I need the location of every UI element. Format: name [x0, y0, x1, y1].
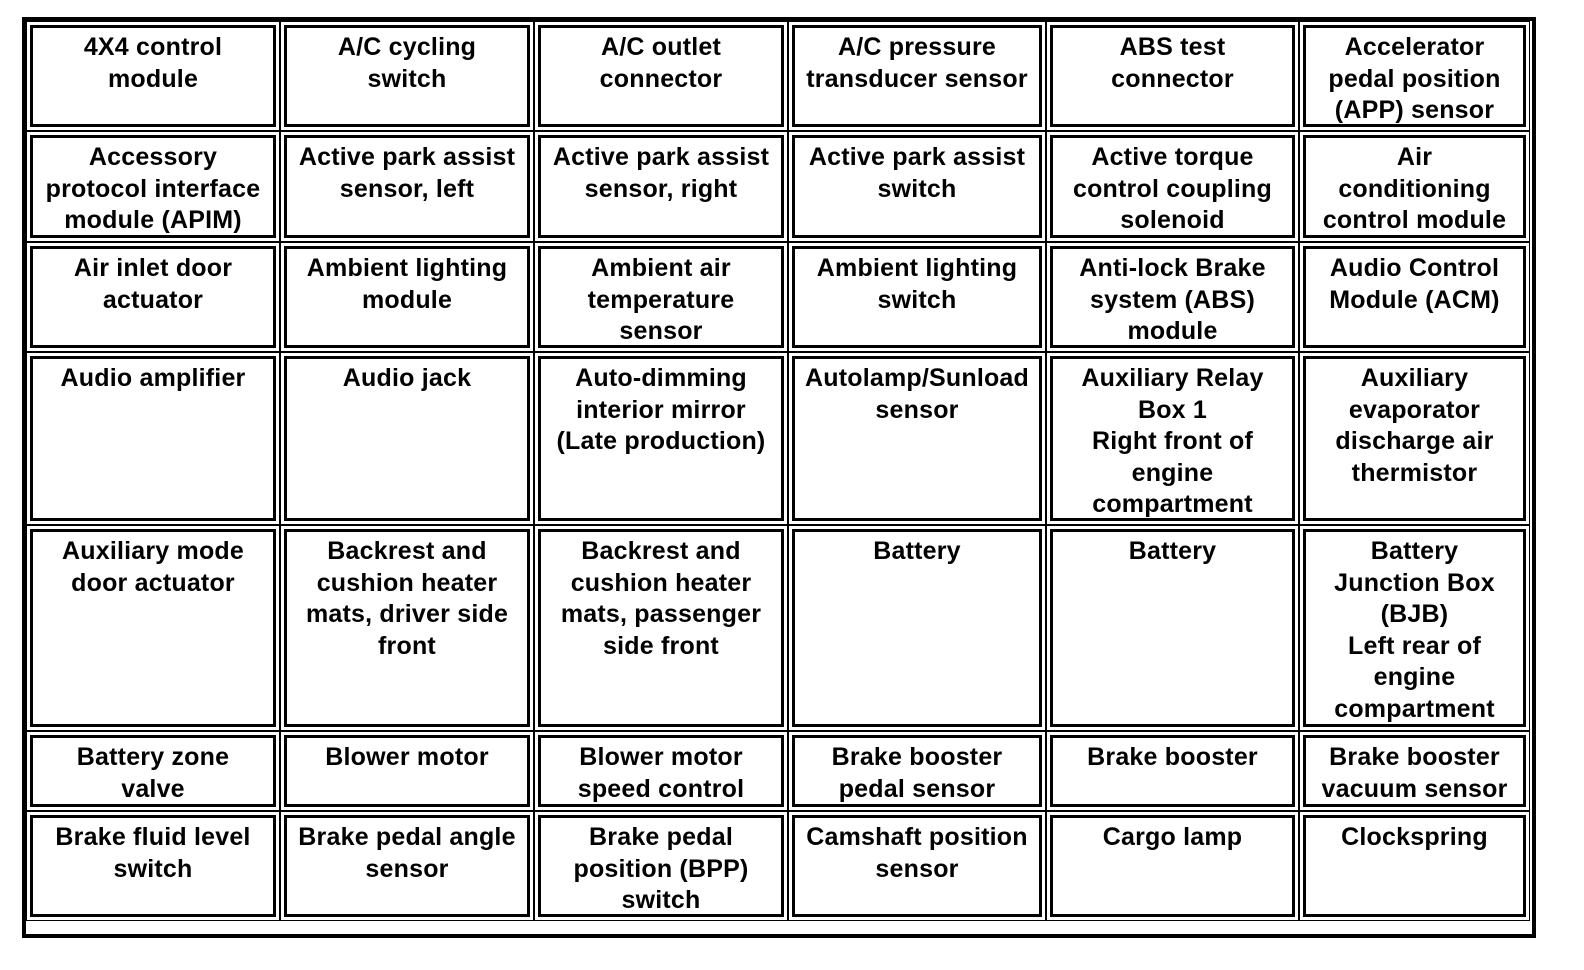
cell-label: Ambient lighting switch — [792, 246, 1042, 348]
table-cell — [280, 242, 534, 352]
table-cell — [1299, 352, 1530, 525]
cell-label: Battery — [792, 529, 1042, 727]
cell-label: Brake booster vacuum sensor — [1303, 735, 1526, 807]
cell-label: Battery Junction Box (BJB) Left rear of engine compartment — [1303, 529, 1526, 727]
table-cell — [1046, 352, 1299, 525]
cell-label: Blower motor speed control — [538, 735, 784, 807]
table-cell — [26, 525, 280, 731]
table-cell — [1046, 731, 1299, 811]
cell-label: A/C pressure transducer sensor — [792, 25, 1042, 127]
cell-label: Battery zone valve — [30, 735, 276, 807]
cell-label: Accessory protocol interface module (APIM) — [30, 135, 276, 238]
cell-label: A/C outlet connector — [538, 25, 784, 127]
cell-label: Autolamp/Sunload sensor — [792, 356, 1042, 521]
table-cell — [280, 352, 534, 525]
cell-label: Battery — [1050, 529, 1295, 727]
table-cell — [26, 242, 280, 352]
cell-label: Auxiliary mode door actuator — [30, 529, 276, 727]
table-cell — [26, 811, 280, 921]
table-cell — [534, 131, 788, 242]
table-cell — [788, 21, 1046, 131]
table-cell — [1299, 21, 1530, 131]
cell-label: ABS test connector — [1050, 25, 1295, 127]
table-cell — [788, 811, 1046, 921]
cell-label: Air conditioning control module — [1303, 135, 1526, 238]
cell-label: Active park assist sensor, right — [538, 135, 784, 238]
table-cell — [534, 811, 788, 921]
table-cell — [280, 21, 534, 131]
table-cell — [1046, 811, 1299, 921]
cell-label: Camshaft position sensor — [792, 815, 1042, 917]
table-cell — [1299, 811, 1530, 921]
cell-label: Clockspring — [1303, 815, 1526, 917]
table-cell — [1046, 131, 1299, 242]
table-cell — [788, 731, 1046, 811]
table-cell — [280, 131, 534, 242]
table-cell — [534, 21, 788, 131]
cell-label: Blower motor — [284, 735, 530, 807]
cell-label: Accelerator pedal position (APP) sensor — [1303, 25, 1526, 127]
table-cell — [788, 525, 1046, 731]
table-cell — [26, 131, 280, 242]
table-cell — [534, 242, 788, 352]
cell-label: Auxiliary Relay Box 1 Right front of engine compartment — [1050, 356, 1295, 521]
cell-label: Backrest and cushion heater mats, passenger side front — [538, 529, 784, 727]
cell-label: Anti-lock Brake system (ABS) module — [1050, 246, 1295, 348]
cell-label: 4X4 control module — [30, 25, 276, 127]
table-cell — [26, 731, 280, 811]
table-cell — [534, 525, 788, 731]
table-cell — [280, 731, 534, 811]
cell-label: Auto-dimming interior mirror (Late production) — [538, 356, 784, 521]
table-cell — [788, 352, 1046, 525]
table-cell — [280, 525, 534, 731]
cell-label: Brake pedal angle sensor — [284, 815, 530, 917]
cell-label: Ambient air temperature sensor — [538, 246, 784, 348]
cell-label: Active torque control coupling solenoid — [1050, 135, 1295, 238]
cell-label: Backrest and cushion heater mats, driver side front — [284, 529, 530, 727]
cell-label: Air inlet door actuator — [30, 246, 276, 348]
table-cell — [788, 242, 1046, 352]
table-cell — [1046, 525, 1299, 731]
cell-label: Active park assist sensor, left — [284, 135, 530, 238]
cell-label: Brake booster — [1050, 735, 1295, 807]
table-cell — [1299, 131, 1530, 242]
cell-label: A/C cycling switch — [284, 25, 530, 127]
table-cell — [1299, 242, 1530, 352]
cell-label: Cargo lamp — [1050, 815, 1295, 917]
table-cell — [26, 352, 280, 525]
cell-label: Audio amplifier — [30, 356, 276, 521]
cell-label: Ambient lighting module — [284, 246, 530, 348]
table-cell — [1046, 242, 1299, 352]
table-cell — [26, 21, 280, 131]
table-cell — [1046, 21, 1299, 131]
table-cell — [280, 811, 534, 921]
table-cell — [788, 131, 1046, 242]
table-cell — [1299, 731, 1530, 811]
table-cell — [1299, 525, 1530, 731]
component-index-table — [22, 17, 1536, 938]
cell-label: Audio jack — [284, 356, 530, 521]
cell-label: Brake booster pedal sensor — [792, 735, 1042, 807]
cell-label: Active park assist switch — [792, 135, 1042, 238]
cell-label: Brake pedal position (BPP) switch — [538, 815, 784, 917]
table-cell — [534, 731, 788, 811]
cell-label: Brake fluid level switch — [30, 815, 276, 917]
cell-label: Auxiliary evaporator discharge air thermistor — [1303, 356, 1526, 521]
cell-label: Audio Control Module (ACM) — [1303, 246, 1526, 348]
table-cell — [534, 352, 788, 525]
